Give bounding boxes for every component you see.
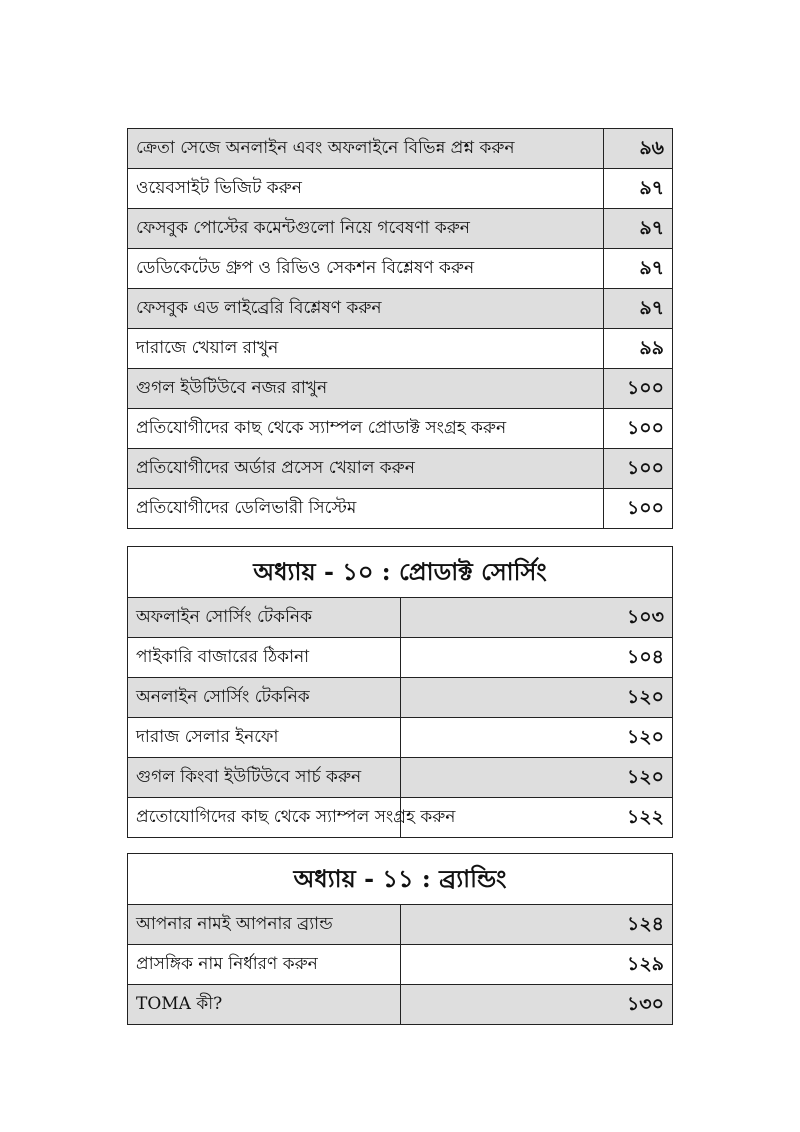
toc-row-title: গুগল ইউটিউবে নজর রাখুন (128, 369, 604, 409)
toc-row-title: প্রতিযোগীদের কাছ থেকে স্যাম্পল প্রোডাক্ট সংগ্রহ করুন (128, 409, 604, 449)
toc-row-title: ডেডিকেটেড গ্রুপ ও রিভিও সেকশন বিশ্লেষণ করুন (128, 249, 604, 289)
toc-row-page: ১২৯ (400, 945, 673, 985)
toc-row (128, 329, 673, 369)
toc-row-page: ১২২ (400, 798, 673, 838)
toc-row (128, 678, 673, 718)
toc-row (128, 905, 673, 945)
toc-row (128, 638, 673, 678)
toc-row-page: ১০০ (604, 449, 673, 489)
toc-row-title: প্রাসঙ্গিক নাম নির্ধারণ করুন (128, 945, 401, 985)
toc-row (128, 985, 673, 1025)
toc-row (128, 798, 673, 838)
toc-table-top (127, 128, 673, 529)
toc-row-page: ১০৩ (400, 598, 673, 638)
toc-row (128, 209, 673, 249)
toc-row-title: পাইকারি বাজারের ঠিকানা (128, 638, 401, 678)
toc-row-title: TOMA কী? (128, 985, 401, 1025)
toc-row-page: ৯৭ (604, 169, 673, 209)
toc-table-chapter-11 (127, 853, 673, 1025)
toc-row-page: ১০০ (604, 369, 673, 409)
toc-row (128, 449, 673, 489)
toc-row-page: ৯৭ (604, 289, 673, 329)
toc-row-title: প্রতোযোগিদের কাছ থেকে স্যাম্পল সংগ্রহ করুন (128, 798, 401, 838)
toc-row (128, 409, 673, 449)
toc-row (128, 945, 673, 985)
toc-row-page: ১২০ (400, 718, 673, 758)
toc-row (128, 289, 673, 329)
toc-row (128, 129, 673, 169)
chapter-heading: অধ্যায় - ১০ : প্রোডাক্ট সোর্সিং (128, 547, 673, 598)
chapter-heading-row (128, 854, 673, 905)
toc-row-title: অনলাইন সোর্সিং টেকনিক (128, 678, 401, 718)
toc-row-page: ৯৭ (604, 209, 673, 249)
toc-row (128, 718, 673, 758)
toc-row-title: দারাজ সেলার ইনফো (128, 718, 401, 758)
toc-row-title: ফেসবুক এড লাইব্রেরি বিশ্লেষণ করুন (128, 289, 604, 329)
toc-row-page: ১২০ (400, 758, 673, 798)
toc-row-title: দারাজে খেয়াল রাখুন (128, 329, 604, 369)
toc-row (128, 249, 673, 289)
toc-row-title: ক্রেতা সেজে অনলাইন এবং অফলাইনে বিভিন্ন প্রশ্ন করুন (128, 129, 604, 169)
toc-row-title: আপনার নামই আপনার ব্র্যান্ড (128, 905, 401, 945)
toc-row-title: ওয়েবসাইট ভিজিট করুন (128, 169, 604, 209)
toc-row (128, 169, 673, 209)
toc-row (128, 369, 673, 409)
toc-row-page: ১০০ (604, 489, 673, 529)
toc-row-title: গুগল কিংবা ইউটিউবে সার্চ করুন (128, 758, 401, 798)
toc-row-page: ১০৪ (400, 638, 673, 678)
toc-row-page: ৯৬ (604, 129, 673, 169)
toc-row-page: ১২০ (400, 678, 673, 718)
toc-row-title: অফলাইন সোর্সিং টেকনিক (128, 598, 401, 638)
chapter-heading: অধ্যায় - ১১ : ব্র্যান্ডিং (128, 854, 673, 905)
toc-row (128, 598, 673, 638)
toc-row-title: প্রতিযোগীদের অর্ডার প্রসেস খেয়াল করুন (128, 449, 604, 489)
toc-row-title: ফেসবুক পোস্টের কমেন্টগুলো নিয়ে গবেষণা করুন (128, 209, 604, 249)
toc-row-page: ১৩০ (400, 985, 673, 1025)
toc-row-page: ৯৭ (604, 249, 673, 289)
toc-row-page: ১০০ (604, 409, 673, 449)
toc-row-title: প্রতিযোগীদের ডেলিভারী সিস্টেম (128, 489, 604, 529)
toc-row-page: ১২৪ (400, 905, 673, 945)
toc-row (128, 489, 673, 529)
chapter-heading-row (128, 547, 673, 598)
toc-row-page: ৯৯ (604, 329, 673, 369)
toc-table-chapter-10 (127, 546, 673, 838)
toc-row (128, 758, 673, 798)
